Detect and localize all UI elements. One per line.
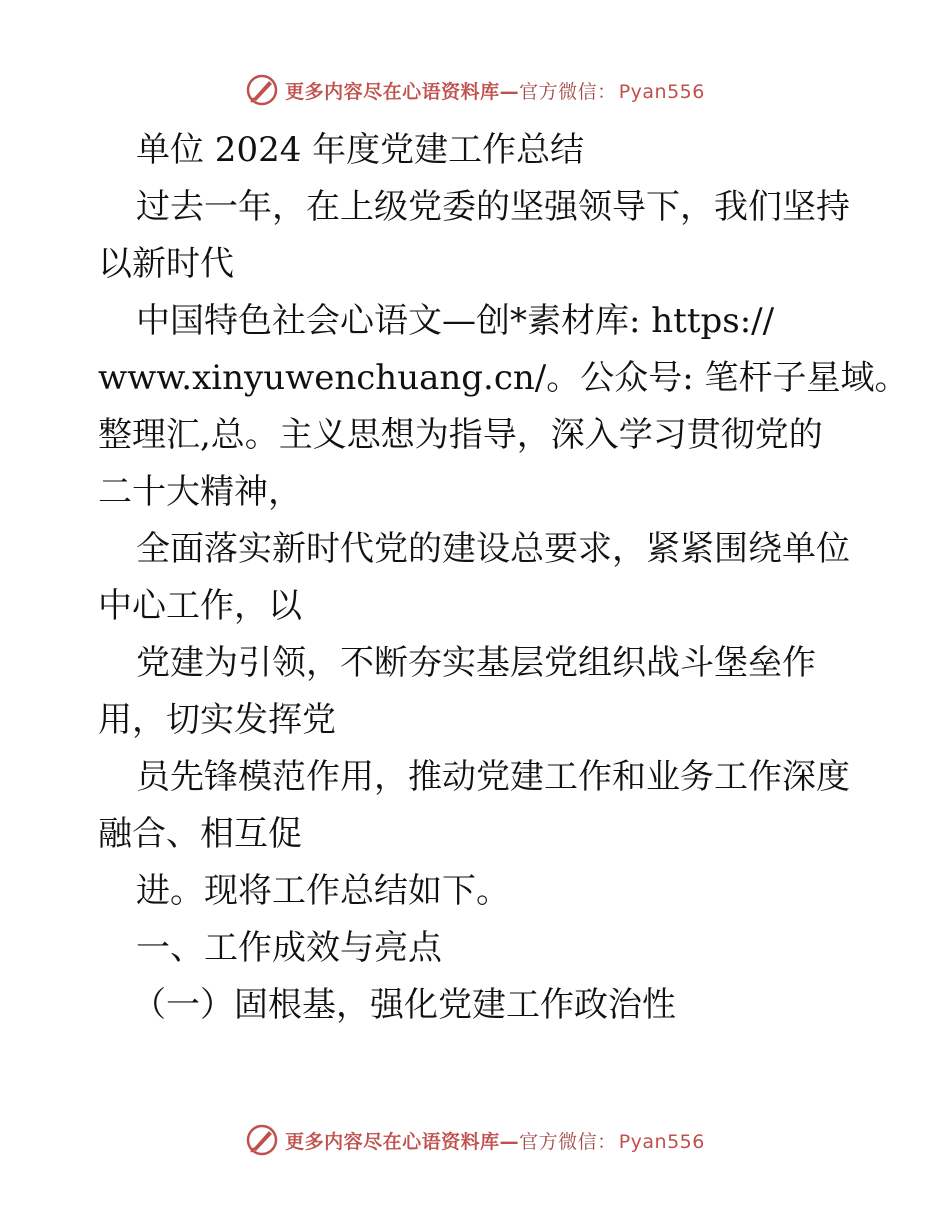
paragraph-line: 二十大精神， xyxy=(98,472,302,512)
section-heading: 一、工作成效与亮点 xyxy=(136,928,442,968)
paragraph-line: 融合、相互促 xyxy=(98,814,302,854)
watermark-contact-label: 官方微信： xyxy=(519,80,617,103)
watermark-text: 更多内容尽在心语资料库— xyxy=(285,1130,520,1153)
document-body xyxy=(98,122,909,1034)
watermark-banner-top xyxy=(0,70,950,110)
quill-pen-circle-icon xyxy=(245,1123,279,1157)
document-title: 单位 2024 年度党建工作总结 xyxy=(136,130,585,170)
watermark-contact-id: Pyan556 xyxy=(618,1130,705,1153)
watermark-contact xyxy=(519,77,705,104)
watermark-text: 更多内容尽在心语资料库— xyxy=(285,80,520,103)
paragraph-line: 中国特色社会心语文—创*素材库: https:// xyxy=(136,301,775,341)
paragraph-line: 员先锋模范作用，推动党建工作和业务工作深度 xyxy=(136,757,850,797)
quill-pen-circle-icon xyxy=(245,73,279,107)
paragraph-line: www.xinyuwenchuang.cn/。公众号: 笔杆子星域。 xyxy=(98,358,909,398)
paragraph-line: 全面落实新时代党的建设总要求，紧紧围绕单位 xyxy=(136,529,850,569)
paragraph-line: 用，切实发挥党 xyxy=(98,700,336,740)
watermark-contact xyxy=(519,1127,705,1154)
watermark-contact-id: Pyan556 xyxy=(618,80,705,103)
paragraph-line: 整理汇,总。主义思想为指导，深入学习贯彻党的 xyxy=(98,415,823,455)
paragraph-line: 中心工作，以 xyxy=(98,586,302,626)
watermark-contact-label: 官方微信： xyxy=(519,1130,617,1153)
watermark-banner-bottom xyxy=(0,1120,950,1160)
subsection-heading: （一）固根基，强化党建工作政治性 xyxy=(132,985,676,1025)
paragraph-line: 党建为引领，不断夯实基层党组织战斗堡垒作 xyxy=(136,643,816,683)
paragraph-line: 以新时代 xyxy=(98,244,234,284)
paragraph-line: 进。现将工作总结如下。 xyxy=(136,871,510,911)
paragraph-line: 过去一年，在上级党委的坚强领导下，我们坚持 xyxy=(136,187,850,227)
